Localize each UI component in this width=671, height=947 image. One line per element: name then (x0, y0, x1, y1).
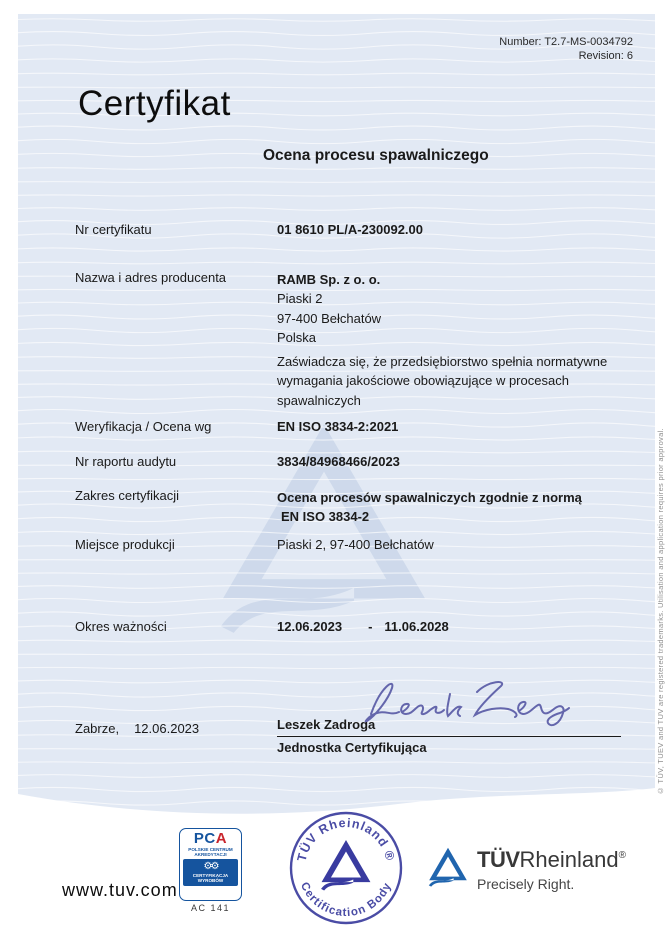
validity-value (277, 619, 449, 634)
tuv-rheinland-logo (427, 847, 626, 892)
website-url: www.tuv.com (62, 880, 178, 900)
brand-tagline: Precisely Right. (477, 876, 575, 892)
scope-value (277, 488, 582, 527)
revision-label: Revision: (578, 50, 624, 62)
verification-value: EN ISO 3834-2:2021 (277, 419, 399, 434)
pca-cert-line2: WYROBÓW (197, 878, 224, 883)
producer-label: Nazwa i adres producenta (75, 270, 227, 285)
tuv-triangle-icon (427, 847, 469, 887)
pca-logo-pc: PC (193, 830, 216, 847)
accreditation-number: AC 141 (190, 903, 231, 913)
page-title: Certyfikat (78, 84, 231, 123)
producer-address-line: Polska (277, 329, 317, 345)
validity-label: Okres ważności (75, 619, 167, 634)
cert-no-label: Nr certyfikatu (75, 222, 152, 237)
certificate-subtitle: Ocena procesu spawalniczego (263, 147, 489, 164)
scope-value-line1: Ocena procesów spawalniczych zgodnie z normą (277, 490, 582, 505)
issue-place-date (75, 721, 199, 736)
production-site-value: Piaski 2, 97-400 Bełchatów (277, 537, 434, 552)
producer-name: RAMB Sp. z o. o. (277, 272, 381, 287)
signature-handwriting (355, 674, 570, 729)
pca-logo (180, 831, 241, 846)
validity-separator: - (368, 619, 373, 634)
trademark-side-note: © TÜV, TUEV and TUV are registered trademarks. Utilisation and application requires prior approval. (656, 428, 665, 795)
pca-org-line2: AKREDYTACJI (194, 852, 227, 857)
scope-value-line2: EN ISO 3834-2 (281, 509, 370, 525)
signer-role: Jednostka Certyfikująca (277, 740, 427, 755)
verification-label: Weryfikacja / Ocena wg (75, 419, 212, 434)
production-site-label: Miejsce produkcji (75, 537, 175, 552)
stamp-arc-bottom-text: Certification Body (297, 880, 394, 920)
pca-cert-section (183, 859, 238, 886)
producer-value (277, 270, 381, 347)
pca-cert-text (183, 873, 238, 883)
number-value: T2.7-MS-0034792 (544, 36, 633, 48)
conformity-statement: Zaświadcza się, że przedsiębiorstwo spełnia normatywne wymagania jakościowe obowiązujące w procesach spawalniczych (277, 354, 608, 408)
brand-wordmark (477, 847, 626, 892)
issue-place: Zabrze, (75, 721, 120, 736)
pca-cert-line1: CERTYFIKACJA (192, 873, 229, 878)
pca-org-name (180, 847, 241, 857)
brand-tuv: TÜV (477, 847, 520, 872)
stamp-arc-top-text: TÜV Rheinland ® (294, 815, 398, 863)
stamp-tuv-triangle-icon (321, 840, 370, 890)
registered-mark-icon: ® (618, 850, 626, 861)
certification-body-stamp (287, 809, 405, 927)
svg-text:TÜV Rheinland ® (295, 816, 398, 863)
validity-to: 11.06.2028 (384, 619, 449, 634)
signature-divider (277, 736, 621, 737)
svg-text:Certification Body (298, 881, 394, 919)
producer-address-line: 97-400 Bełchatów (277, 310, 382, 326)
producer-address-line: Piaski 2 (277, 291, 323, 307)
issue-date: 12.06.2023 (134, 721, 200, 736)
scope-label: Zakres certyfikacji (75, 488, 180, 503)
audit-report-label: Nr raportu audytu (75, 454, 177, 469)
revision-value: 6 (626, 50, 633, 62)
gears-icon: ⚙⚙ (203, 861, 218, 872)
number-label: Number: (499, 36, 542, 48)
pca-org-line1: POLSKIE CENTRUM (188, 847, 233, 852)
brand-rheinland: Rheinland (519, 847, 619, 872)
cert-no-value: 01 8610 PL/A-230092.00 (277, 222, 423, 237)
pca-accreditation-badge (179, 828, 242, 901)
validity-from: 12.06.2023 (277, 619, 343, 634)
audit-report-value: 3834/84968466/2023 (277, 454, 400, 469)
signer-name: Leszek Zadroga (277, 717, 376, 732)
document-number-block (499, 35, 633, 63)
pca-logo-a: A (215, 830, 228, 847)
